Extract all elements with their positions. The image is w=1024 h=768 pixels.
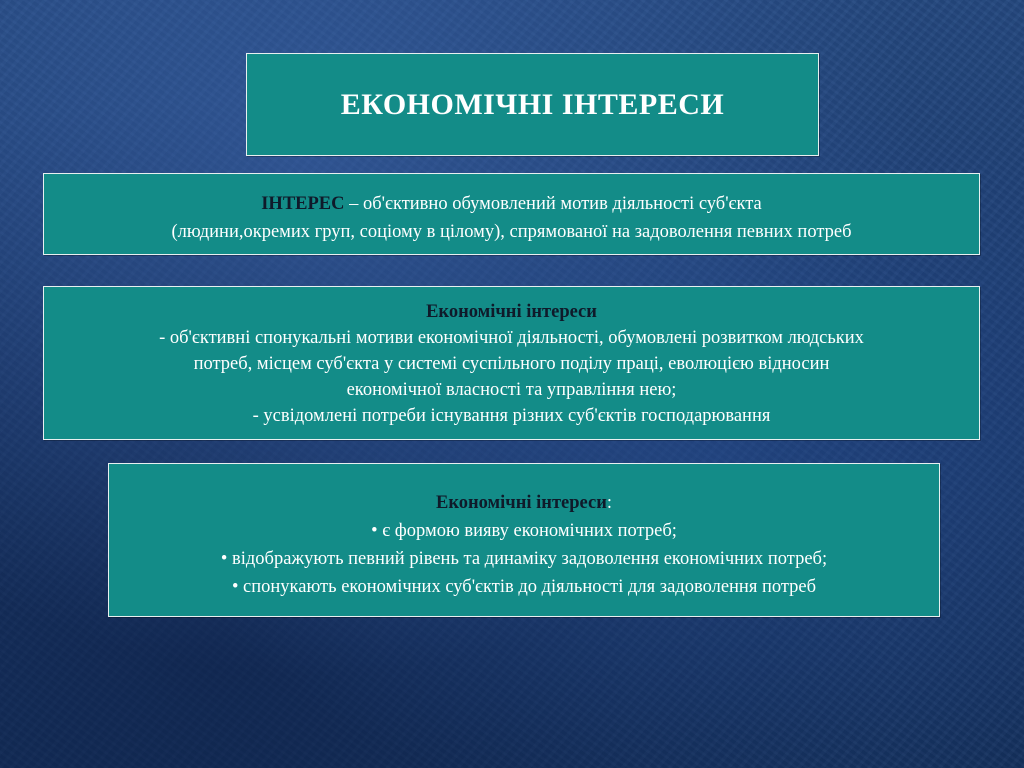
- econ-interests-line: - об'єктивні спонукальні мотиви економічної діяльності, обумовлені розвитком людських: [159, 328, 864, 348]
- econ-interests-definition-box: [43, 286, 980, 440]
- econ-interests-heading-2-row: [109, 489, 939, 517]
- function-bullet: • є формою вияву економічних потреб;: [371, 521, 677, 541]
- econ-interests-heading-1: Економічні інтереси: [426, 302, 597, 322]
- econ-interests-line: економічної власності та управління нею;: [346, 380, 677, 400]
- econ-interests-functions-box: [108, 463, 940, 617]
- heading-colon: :: [606, 493, 612, 513]
- function-bullet: • відображують певний рівень та динаміку задоволення економічних потреб;: [220, 549, 828, 569]
- definition-line-2: (людини,окремих груп, соціому в цілому), спрямованої на задоволення певних потреб: [171, 222, 852, 242]
- definition-box: [43, 173, 980, 255]
- econ-interests-line: потреб, місцем суб'єкта у системі суспільного поділу праці, еволюцією відносин: [193, 354, 830, 374]
- title-box: [246, 53, 819, 156]
- definition-line-1: [44, 190, 979, 218]
- definition-term: ІНТЕРЕС: [261, 194, 345, 214]
- econ-interests-line: - усвідомлені потреби існування різних суб'єктів господарювання: [252, 406, 771, 426]
- econ-interests-heading-2: Економічні інтереси: [436, 493, 607, 513]
- slide-title: ЕКОНОМІЧНІ ІНТЕРЕСИ: [340, 87, 725, 121]
- definition-text: – об'єктивно обумовлений мотив діяльності суб'єкта: [344, 194, 762, 214]
- function-bullet: • спонукають економічних суб'єктів до діяльності для задоволення потреб: [231, 577, 817, 597]
